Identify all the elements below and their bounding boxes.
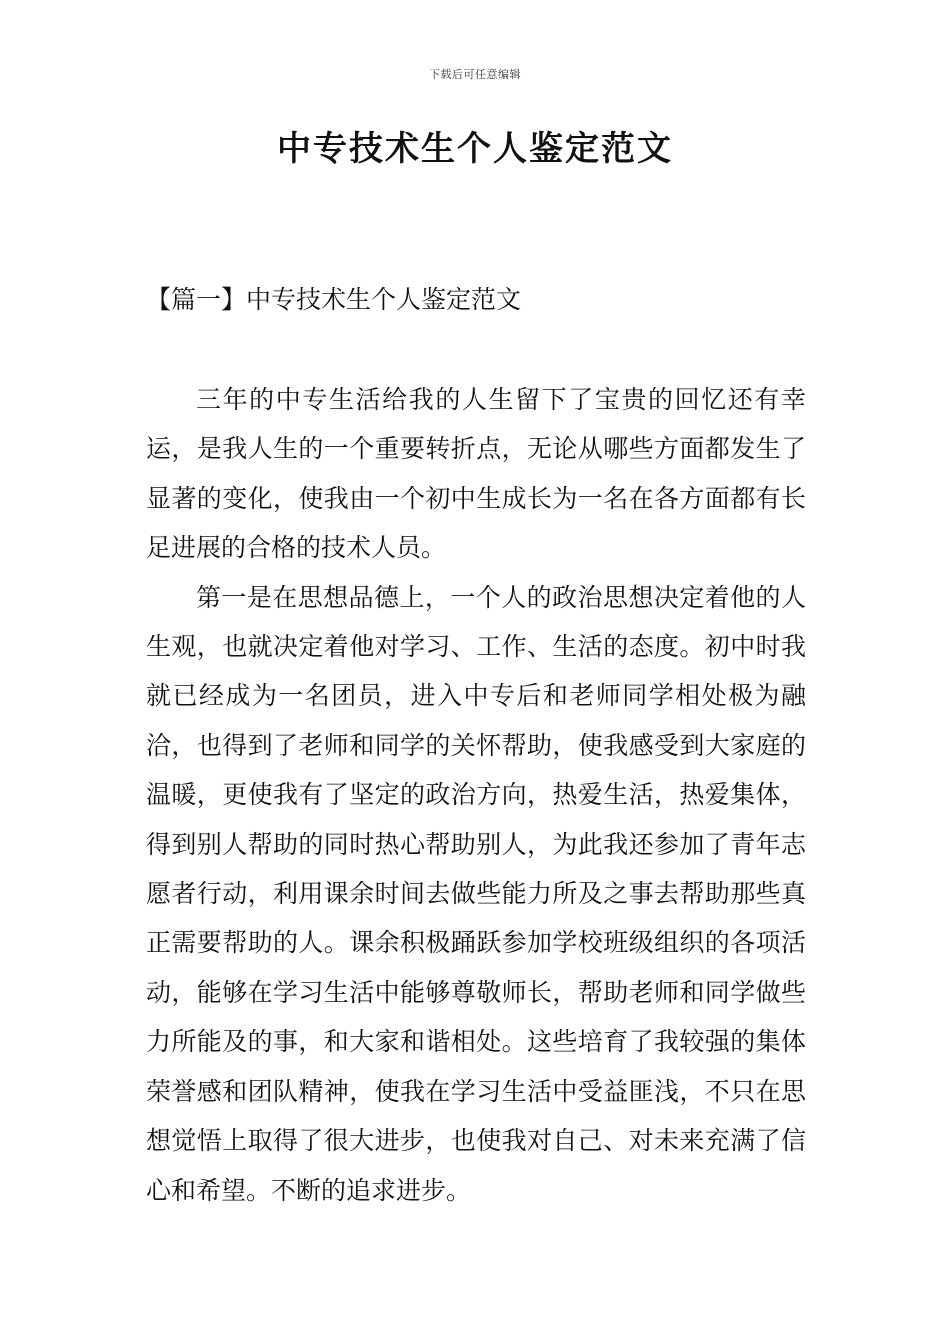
- paragraph-2: 第一是在思想品德上，一个人的政治思想决定着他的人生观，也就决定着他对学习、工作、生活的态度。初中时我就已经成为一名团员，进入中专后和老师同学相处极为融洽，也得到了老师和同学的关怀帮助，使我感受到大家庭的温暖，更使我有了坚定的政治方向，热爱生活，热爱集体，得到别人帮助的同时热心帮助别人，为此我还参加了青年志愿者行动，利用课余时间去做些能力所及之事去帮助那些真正需要帮助的人。课余积极踊跃参加学校班级组织的各项活动，能够在学习生活中能够尊敬师长，帮助老师和同学做些力所能及的事，和大家和谐相处。这些培育了我较强的集体荣誉感和团队精神，使我在学习生活中受益匪浅，不只在思想觉悟上取得了很大进步，也使我对自己、对未来充满了信心和希望。不断的追求进步。: [146, 582, 806, 1205]
- document-title: 中专技术生个人鉴定范文: [277, 129, 673, 169]
- paragraph-1: 三年的中专生活给我的人生留下了宝贵的回忆还有幸运，是我人生的一个重要转折点，无论从哪些方面都发生了显著的变化，使我由一个初中生成长为一名在各方面都有长足进展的合格的技术人员。: [146, 385, 806, 563]
- body-text: [146, 375, 806, 1215]
- section-heading: 【篇一】中专技术生个人鉴定范文: [146, 285, 522, 314]
- header-note: 下载后可任意编辑: [429, 68, 521, 81]
